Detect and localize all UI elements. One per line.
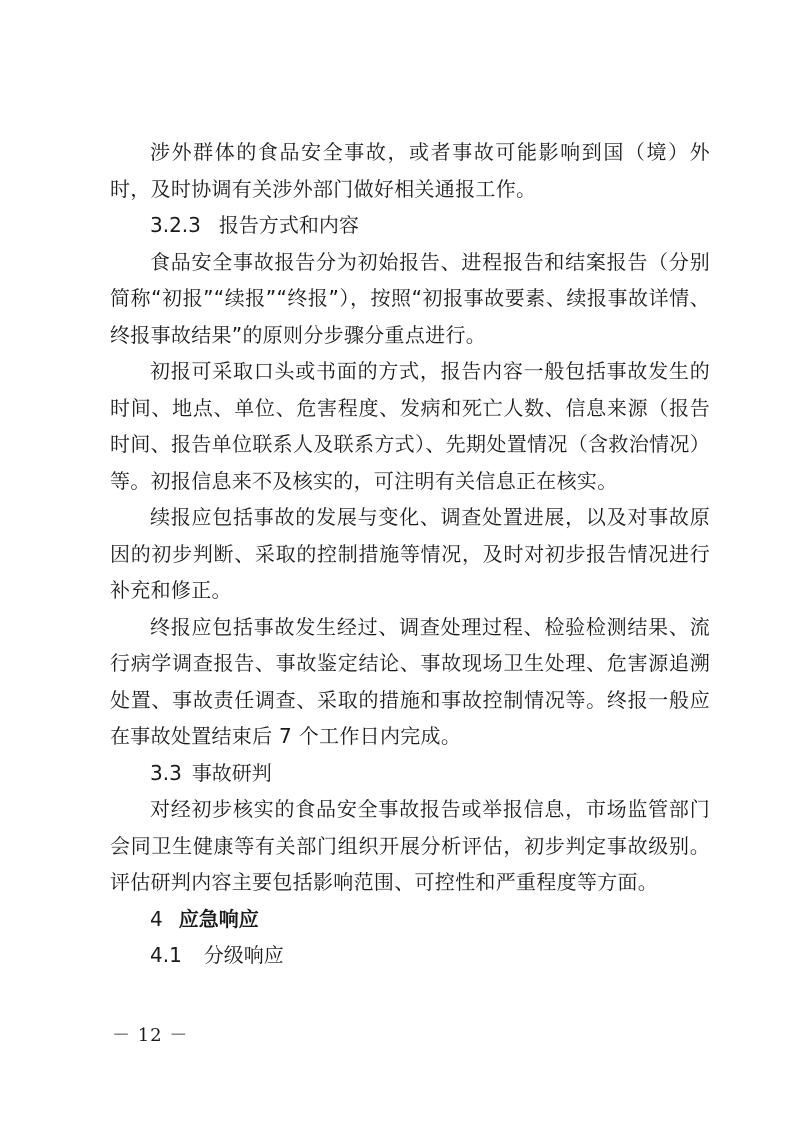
heading-number: 4 xyxy=(150,906,163,931)
heading-number: 3.2.3 xyxy=(150,213,201,237)
heading-number: 4.1 xyxy=(150,943,182,967)
heading-4 xyxy=(110,901,710,938)
paragraph-initial-report: 初报可采取口头或书面的方式，报告内容一般包括事故发生的时间、地点、单位、危害程度、发病和死亡人数、信息来源（报告时间、报告单位联系人及联系方式）、先期处置情况（含救治情况）等。初报信息来不及核实的，可注明有关信息正在核实。 xyxy=(110,359,710,493)
paragraph-assessment: 对经初步核实的食品安全事故报告或举报信息，市场监管部门会同卫生健康等有关部门组织开展分析评估，初步判定事故级别。评估研判内容主要包括影响范围、可控性和严重程度等方面。 xyxy=(110,797,710,894)
heading-title: 事故研判 xyxy=(191,760,272,785)
heading-title: 分级响应 xyxy=(203,943,284,967)
page-number: － 12 － xyxy=(112,1025,189,1046)
paragraph-follow-up-report: 续报应包括事故的发展与变化、调查处置进展，以及对事故原因的初步判断、采取的控制措施等情况，及时对初步报告情况进行补充和修正。 xyxy=(110,505,710,602)
document-body xyxy=(110,134,710,974)
heading-title: 报告方式和内容 xyxy=(218,213,359,237)
heading-number: 3.3 xyxy=(150,760,182,785)
heading-title: 应急响应 xyxy=(178,906,259,931)
heading-4-1 xyxy=(110,937,710,974)
heading-3-3 xyxy=(110,755,710,792)
paragraph-report-types: 食品安全事故报告分为初始报告、进程报告和结案报告（分别简称“初报”“续报”“终报”），按照“初报事故要素、续报事故详情、终报事故结果”的原则分步骤分重点进行。 xyxy=(110,249,710,347)
paragraph-final-report: 终报应包括事故发生经过、调查处理过程、检验检测结果、流行病学调查报告、事故鉴定结论、事故现场卫生处理、危害源追溯处置、事故责任调查、采取的措施和事故控制情况等。终报一般应在事故处置结束后 7 个工作日内完成。 xyxy=(110,614,710,748)
paragraph-foreign-notification: 涉外群体的食品安全事故，或者事故可能影响到国（境）外时，及时协调有关涉外部门做好相关通报工作。 xyxy=(110,140,710,201)
heading-3-2-3 xyxy=(110,207,710,244)
